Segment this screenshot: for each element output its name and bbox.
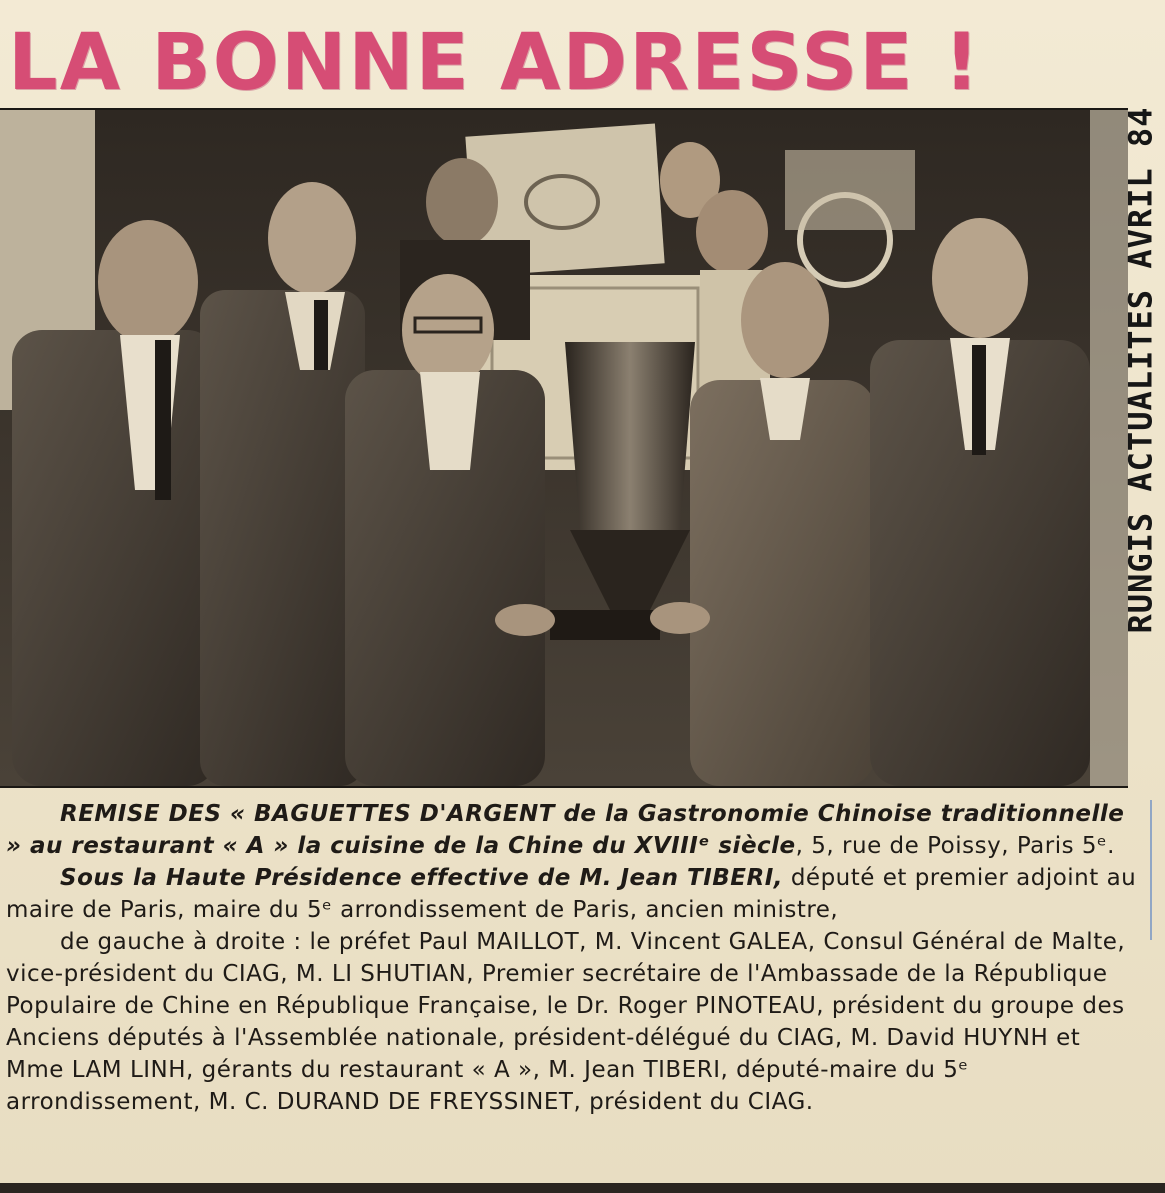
group-photo — [0, 108, 1128, 788]
trophy-presentation-photo-icon — [0, 110, 1128, 786]
pen-mark — [1150, 800, 1152, 940]
headline: LA BONNE ADRESSE ! — [8, 18, 982, 108]
photo-caption — [6, 798, 1146, 1178]
caption-p1-bold: REMISE DES « BAGUETTES D'ARGENT de la Gastronomie Chinoise traditionnelle » au restaurant « A » la cuisine de la Chine du XVIIIᵉ siècle — [6, 801, 1125, 859]
bottom-rule — [0, 1183, 1165, 1193]
caption-p1-rest: , 5, rue de Poissy, Paris 5ᵉ. — [795, 833, 1115, 859]
caption-p2-rest: député et premier adjoint au maire de Paris, maire du 5ᵉ arrondissement de Paris, ancien ministre, — [6, 865, 1137, 923]
caption-paragraph-3: de gauche à droite : le préfet Paul MAILLOT, M. Vincent GALEA, Consul Général de Malte, vice-président du CIAG, M. LI SHUTIAN, Premier secrétaire de l'Ambassade de la République Populaire de Chine en République Française, le Dr. Roger PINOTEAU, président du groupe des Anciens députés à l'Assemblée nationale, président-délégué du CIAG, M. David HUYNH et Mme LAM LINH, gérants du restaurant « A », M. Jean TIBERI, député-maire du 5ᵉ arrondissement, M. C. DURAND DE FREYSSINET, président du CIAG. — [6, 929, 1126, 1115]
margin-note: RUNGIS ACTUALITES AVRIL 84 — [1121, 106, 1159, 634]
caption-paragraph-1 — [6, 798, 1146, 862]
caption-paragraph-2 — [6, 862, 1146, 926]
caption-p2-bold: Sous la Haute Présidence effective de M. Jean TIBERI, — [60, 865, 784, 891]
